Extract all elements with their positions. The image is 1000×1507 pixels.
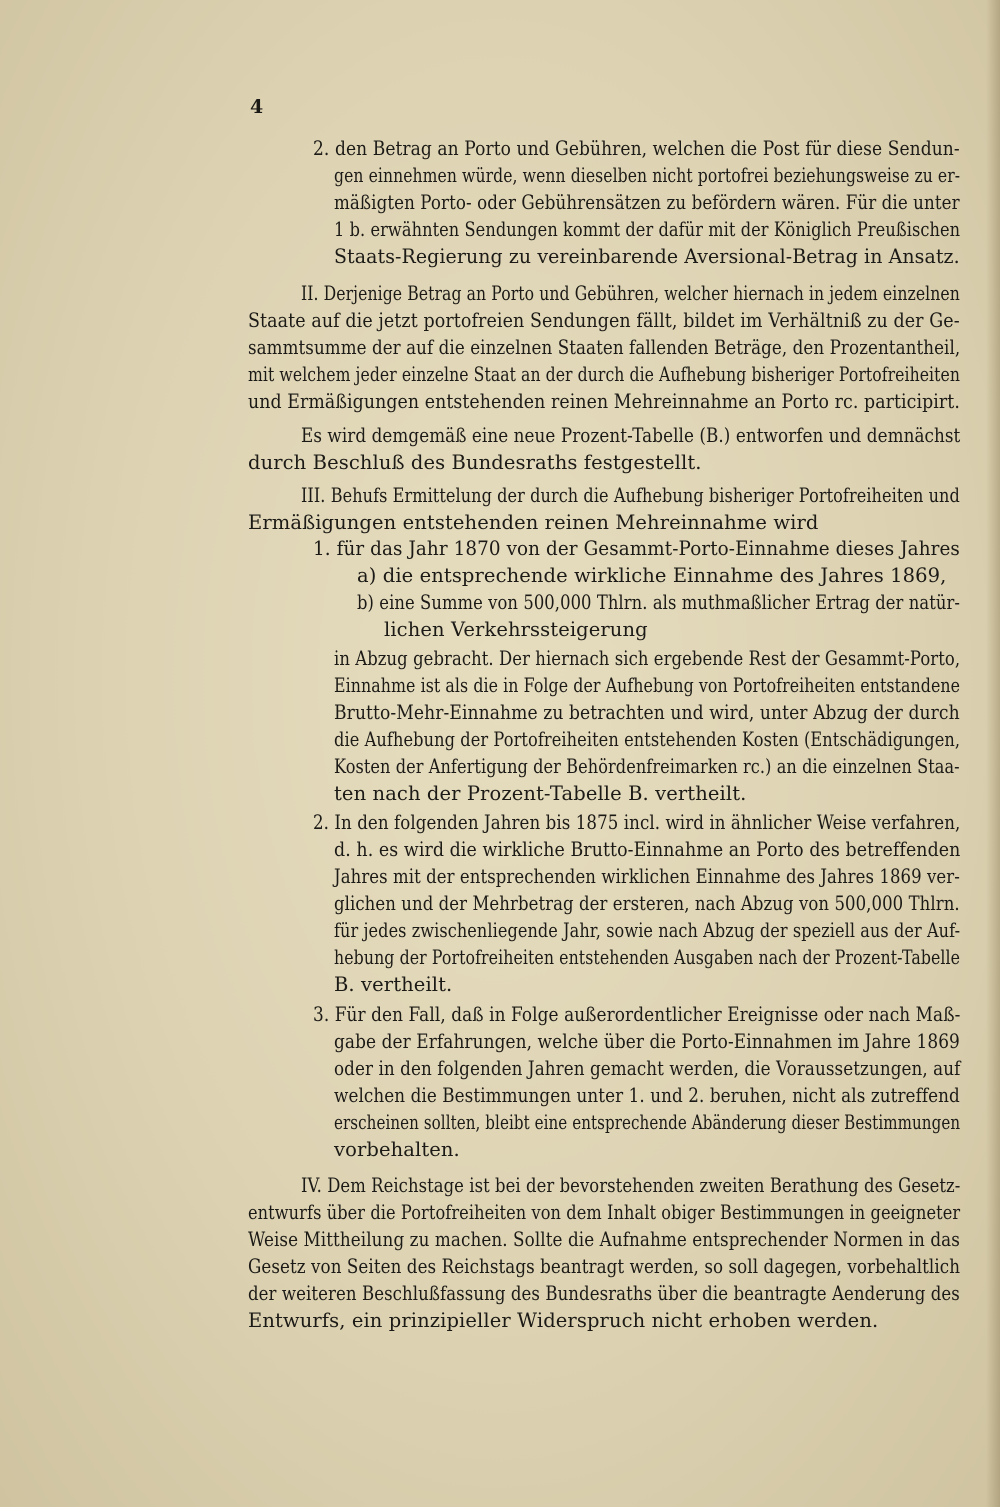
text-line: in Abzug gebracht. Der hiernach sich ergebende Rest der Gesammt-Porto, [334, 647, 961, 670]
text-line: für jedes zwischenliegende Jahr, sowie nach Abzug der speziell aus der Auf- [334, 919, 961, 942]
text-line: sammtsumme der auf die einzelnen Staaten fallenden Beträge, den Prozentantheil, [248, 336, 961, 359]
text-line: 2. In den folgenden Jahren bis 1875 incl. wird in ähnlicher Weise verfahren, [313, 811, 961, 834]
text-line: 3. Für den Fall, daß in Folge außerordentlicher Ereignisse oder nach Maß- [313, 1003, 961, 1026]
text-line: Gesetz von Seiten des Reichstags beantragt werden, so soll dagegen, vorbehaltlich [248, 1255, 961, 1278]
text-line: vorbehalten. [334, 1138, 460, 1161]
text-line: 1 b. erwähnten Sendungen kommt der dafür mit der Königlich Preußischen [334, 218, 961, 241]
text-line: II. Derjenige Betrag an Porto und Gebühren, welcher hiernach in jedem einzelnen [301, 282, 960, 305]
text-line: die Aufhebung der Portofreiheiten entstehenden Kosten (Entschädigungen, [334, 728, 961, 751]
text-line: entwurfs über die Portofreiheiten von dem Inhalt obiger Bestimmungen in geeigneter [248, 1201, 961, 1224]
text-line: ten nach der Prozent-Tabelle B. vertheilt. [334, 782, 747, 805]
text-line: 2. den Betrag an Porto und Gebühren, welchen die Post für diese Sendun- [313, 137, 960, 160]
text-line: Entwurfs, ein prinzipieller Widerspruch nicht erhoben werden. [248, 1309, 879, 1332]
text-line: mäßigten Porto- oder Gebührensätzen zu befördern wären. Für die unter [334, 191, 960, 214]
text-line: oder in den folgenden Jahren gemacht werden, die Voraussetzungen, auf [334, 1057, 961, 1080]
text-line: d. h. es wird die wirkliche Brutto-Einnahme an Porto des betreffenden [334, 838, 961, 861]
text-line: hebung der Portofreiheiten entstehenden Ausgaben nach der Prozent-Tabelle [334, 946, 961, 969]
text-line: III. Behufs Ermittelung der durch die Aufhebung bisheriger Portofreiheiten und [301, 484, 960, 507]
text-line: und Ermäßigungen entstehenden reinen Mehreinnahme an Porto rc. participirt. [248, 390, 960, 413]
text-line: a) die entsprechende wirkliche Einnahme des Jahres 1869, [357, 564, 947, 587]
text-line: mit welchem jeder einzelne Staat an der durch die Aufhebung bisheriger Portofreiheiten [248, 363, 960, 386]
text-line: 1. für das Jahr 1870 von der Gesammt-Porto-Einnahme dieses Jahres [313, 537, 960, 560]
text-line: Ermäßigungen entstehenden reinen Mehreinnahme wird [248, 511, 819, 534]
text-line: Kosten der Anfertigung der Behördenfreimarken rc.) an die einzelnen Staa- [334, 755, 960, 778]
text-line: Staats-Regierung zu vereinbarende Aversional-Betrag in Ansatz. [334, 245, 960, 268]
text-line: Weise Mittheilung zu machen. Sollte die Aufnahme entsprechender Normen in das [248, 1228, 960, 1251]
text-line: lichen Verkehrssteigerung [384, 618, 648, 641]
text-line: glichen und der Mehrbetrag der ersteren, nach Abzug von 500,000 Thlrn. [334, 892, 960, 915]
text-line: Jahres mit der entsprechenden wirklichen Einnahme des Jahres 1869 ver- [334, 865, 960, 888]
text-line: IV. Dem Reichstage ist bei der bevorstehenden zweiten Berathung des Gesetz- [301, 1174, 961, 1197]
text-line: erscheinen sollten, bleibt eine entsprechende Abänderung dieser Bestimmungen [334, 1111, 961, 1134]
text-line: gabe der Erfahrungen, welche über die Porto-Einnahmen im Jahre 1869 [334, 1030, 960, 1053]
text-line: Einnahme ist als die in Folge der Aufhebung von Portofreiheiten entstandene [334, 674, 961, 697]
text-line: der weiteren Beschlußfassung des Bundesraths über die beantragte Aenderung des [248, 1282, 960, 1305]
text-line: Staate auf die jetzt portofreien Sendungen fällt, bildet im Verhältniß zu der Ge- [248, 309, 960, 332]
text-line: Es wird demgemäß eine neue Prozent-Tabelle (B.) entworfen und demnächst [301, 424, 961, 447]
text-line: durch Beschluß des Bundesraths festgestellt. [248, 451, 702, 474]
text-line: gen einnehmen würde, wenn dieselben nicht portofrei beziehungsweise zu er- [334, 164, 961, 187]
text-line: welchen die Bestimmungen unter 1. und 2. beruhen, nicht als zutreffend [334, 1084, 960, 1107]
page-edge-shadow [986, 0, 1000, 1507]
text-line: B. vertheilt. [334, 973, 453, 996]
text-line: Brutto-Mehr-Einnahme zu betrachten und wird, unter Abzug der durch [334, 701, 960, 724]
page-number: 4 [250, 96, 264, 118]
text-line: b) eine Summe von 500,000 Thlrn. als muthmaßlicher Ertrag der natür- [357, 591, 960, 614]
